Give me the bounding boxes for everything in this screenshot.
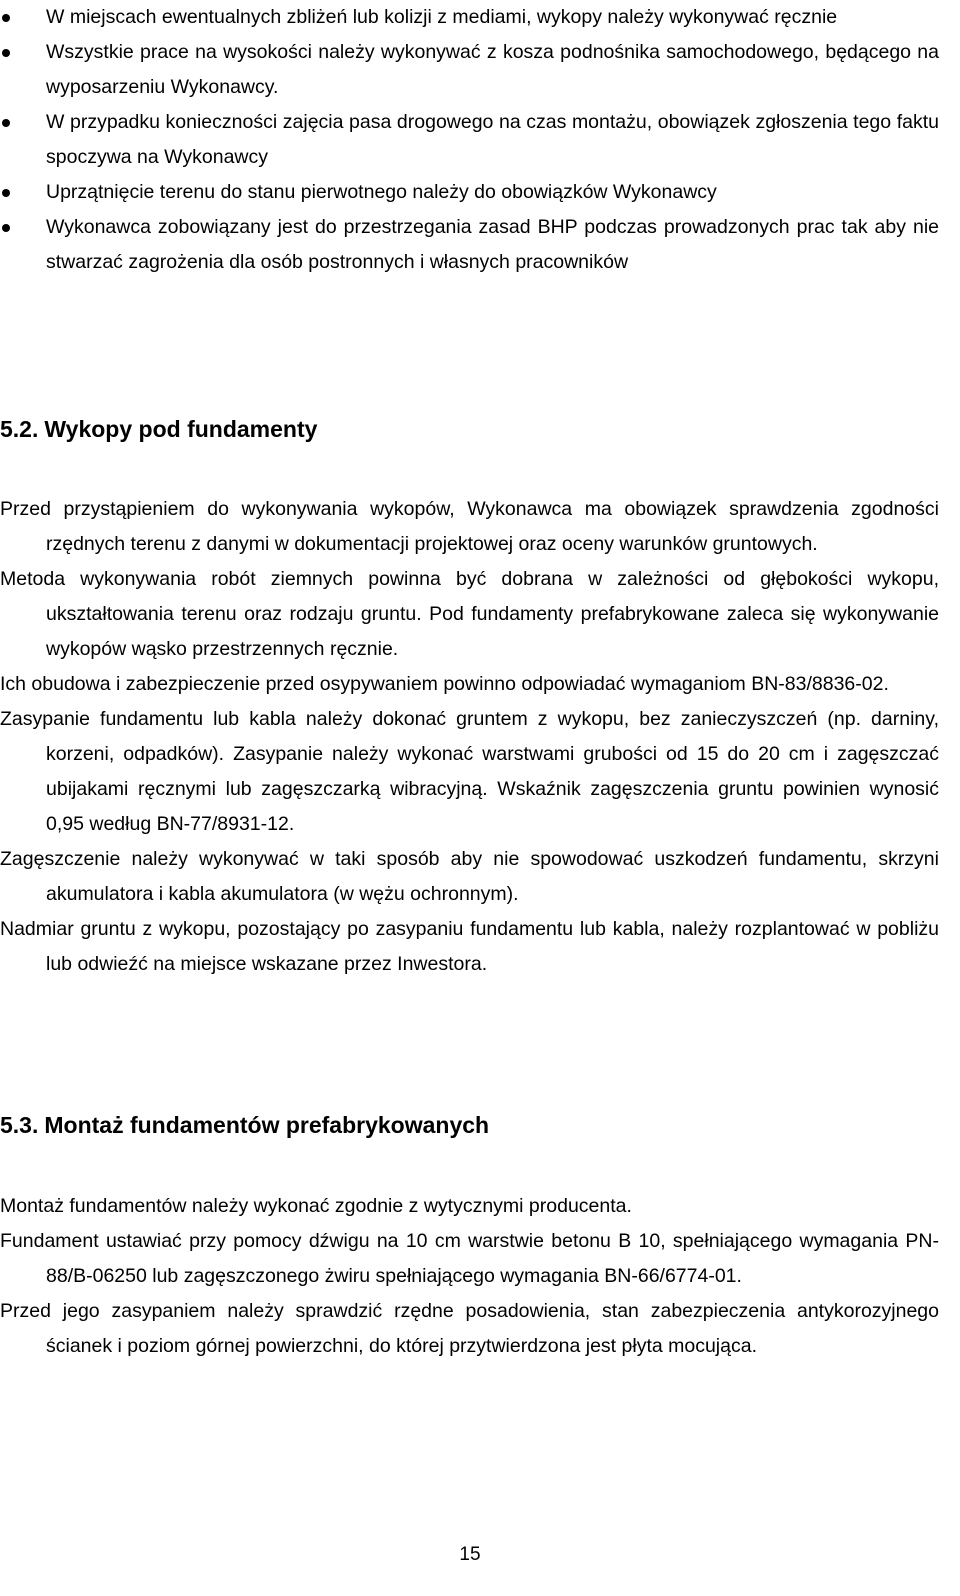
bullet-icon <box>2 189 10 197</box>
bullet-text: Wszystkie prace na wysokości należy wykonywać z kosza podnośnika samochodowego, będącego na wyposarzeniu Wykonawcy. <box>46 41 939 98</box>
paragraph: Nadmiar gruntu z wykopu, pozostający po zasypaniu fundamentu lub kabla, należy rozplantować w pobliżu lub odwieźć na miejsce wskazane przez Inwestora. <box>0 918 939 975</box>
paragraph: Przed przystąpieniem do wykonywania wykopów, Wykonawca ma obowiązek sprawdzenia zgodności rzędnych terenu z danymi w dokumentacji projektowej oraz oceny warunków gruntowych. <box>0 498 939 555</box>
paragraph: Fundament ustawiać przy pomocy dźwigu na 10 cm warstwie betonu B 10, spełniającego wymagania PN-88/B-06250 lub zagęszczonego żwiru spełniającego wymagania BN-66/6774-01. <box>0 1230 939 1287</box>
section-title: Montaż fundamentów prefabrykowanych <box>44 1112 490 1138</box>
bullet-icon <box>2 119 10 127</box>
section-body <box>0 492 939 982</box>
bullet-icon <box>2 224 10 232</box>
section-number: 5.3. <box>0 1112 39 1138</box>
section-number: 5.2. <box>0 416 39 442</box>
paragraph: Metoda wykonywania robót ziemnych powinna być dobrana w zależności od głębokości wykopu, ukształtowania terenu oraz rodzaju gruntu. Pod fundamenty prefabrykowane zaleca się wykonywanie wykopów wąsko przestrzennych ręcznie. <box>0 568 939 660</box>
bullet-list <box>0 0 960 280</box>
bullet-icon <box>2 49 10 57</box>
bullet-text: W przypadku konieczności zajęcia pasa drogowego na czas montażu, obowiązek zgłoszenia tego faktu spoczywa na Wykonawcy <box>46 111 939 168</box>
paragraph: Przed jego zasypaniem należy sprawdzić rzędne posadowienia, stan zabezpieczenia antykorozyjnego ścianek i poziom górnej powierzchni, do której przytwierdzona jest płyta mocująca. <box>0 1300 939 1357</box>
bullet-item <box>0 0 939 35</box>
section-heading <box>0 414 317 444</box>
paragraph: Montaż fundamentów należy wykonać zgodnie z wytycznymi producenta. <box>0 1195 632 1217</box>
paragraph: Zasypanie fundamentu lub kabla należy dokonać gruntem z wykopu, bez zanieczyszczeń (np. darniny, korzeni, odpadków). Zasypanie należy wykonać warstwami grubości od 15 do 20 cm i zagęszczać ubijakami ręcznymi lub zagęszczarką wibracyjną. Wskaźnik zagęszczenia gruntu powinien wynosić 0,95 według BN-77/8931-12. <box>0 708 939 835</box>
section-body <box>0 1189 939 1364</box>
section-heading <box>0 1110 489 1140</box>
bullet-text: Uprzątnięcie terenu do stanu pierwotnego należy do obowiązków Wykonawcy <box>46 181 717 203</box>
section-title: Wykopy pod fundamenty <box>44 416 318 442</box>
bullet-text: W miejscach ewentualnych zbliżeń lub kolizji z mediami, wykopy należy wykonywać ręcznie <box>46 6 838 28</box>
paragraph: Ich obudowa i zabezpieczenie przed osypywaniem powinno odpowiadać wymaganiom BN-83/8836-02. <box>0 673 889 695</box>
bullet-item <box>0 175 939 210</box>
bullet-icon <box>2 14 10 22</box>
bullet-item <box>0 105 939 175</box>
page-number: 15 <box>459 1544 481 1565</box>
bullet-text: Wykonawca zobowiązany jest do przestrzegania zasad BHP podczas prowadzonych prac tak aby nie stwarzać zagrożenia dla osób postronnych i własnych pracowników <box>46 216 939 273</box>
bullet-item <box>0 210 939 280</box>
paragraph: Zagęszczenie należy wykonywać w taki sposób aby nie spowodować uszkodzeń fundamentu, skrzyni akumulatora i kabla akumulatora (w wężu ochronnym). <box>0 848 939 905</box>
bullet-item <box>0 35 939 105</box>
